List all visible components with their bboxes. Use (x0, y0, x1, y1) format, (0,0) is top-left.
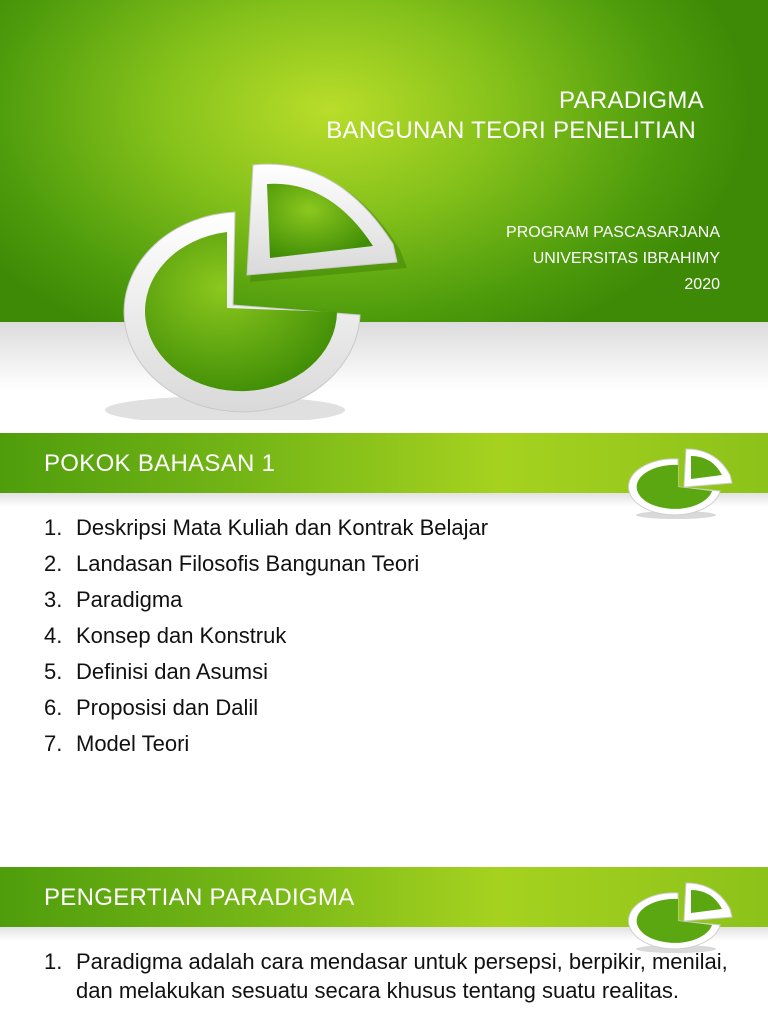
list-item: 7. Model Teori (44, 731, 190, 756)
title-line-2: BANGUNAN TEORI PENELITIAN (326, 117, 696, 144)
list-item: 2. Landasan Filosofis Bangunan Teori (44, 551, 420, 576)
subtitle-year: 2020 (684, 276, 720, 293)
list-item: 5. Definisi dan Asumsi (44, 659, 268, 684)
list-item: 6. Proposisi dan Dalil (44, 695, 259, 720)
slide-heading: PENGERTIAN PARADIGMA (44, 884, 355, 911)
title-line-1: PARADIGMA (559, 87, 704, 114)
pie-chart-small-icon (628, 447, 738, 519)
agenda-slide (0, 433, 768, 816)
title-block (326, 86, 704, 146)
title-slide (0, 0, 768, 420)
subtitle-university: UNIVERSITAS IBRAHIMY (532, 250, 720, 267)
item-number: 1. (44, 949, 63, 974)
pie-chart-logo-icon (75, 160, 425, 420)
list-item: 3. Paradigma (44, 587, 183, 612)
definition-slide (0, 867, 768, 1024)
agenda-list (44, 510, 488, 762)
item-text: Paradigma adalah cara mendasar untuk persepsi, berpikir, menilai, dan melakukan sesuatu secara khusus tentang suatu realitas. (76, 949, 728, 1003)
list-item: 4. Konsep dan Konstruk (44, 623, 287, 648)
definition-item (44, 947, 744, 1005)
list-item: 1. Deskripsi Mata Kuliah dan Kontrak Belajar (44, 515, 489, 540)
subtitle-block (506, 220, 720, 298)
slide-heading: POKOK BAHASAN 1 (44, 450, 276, 477)
subtitle-program: PROGRAM PASCASARJANA (506, 224, 720, 241)
pie-chart-small-icon (628, 881, 738, 953)
